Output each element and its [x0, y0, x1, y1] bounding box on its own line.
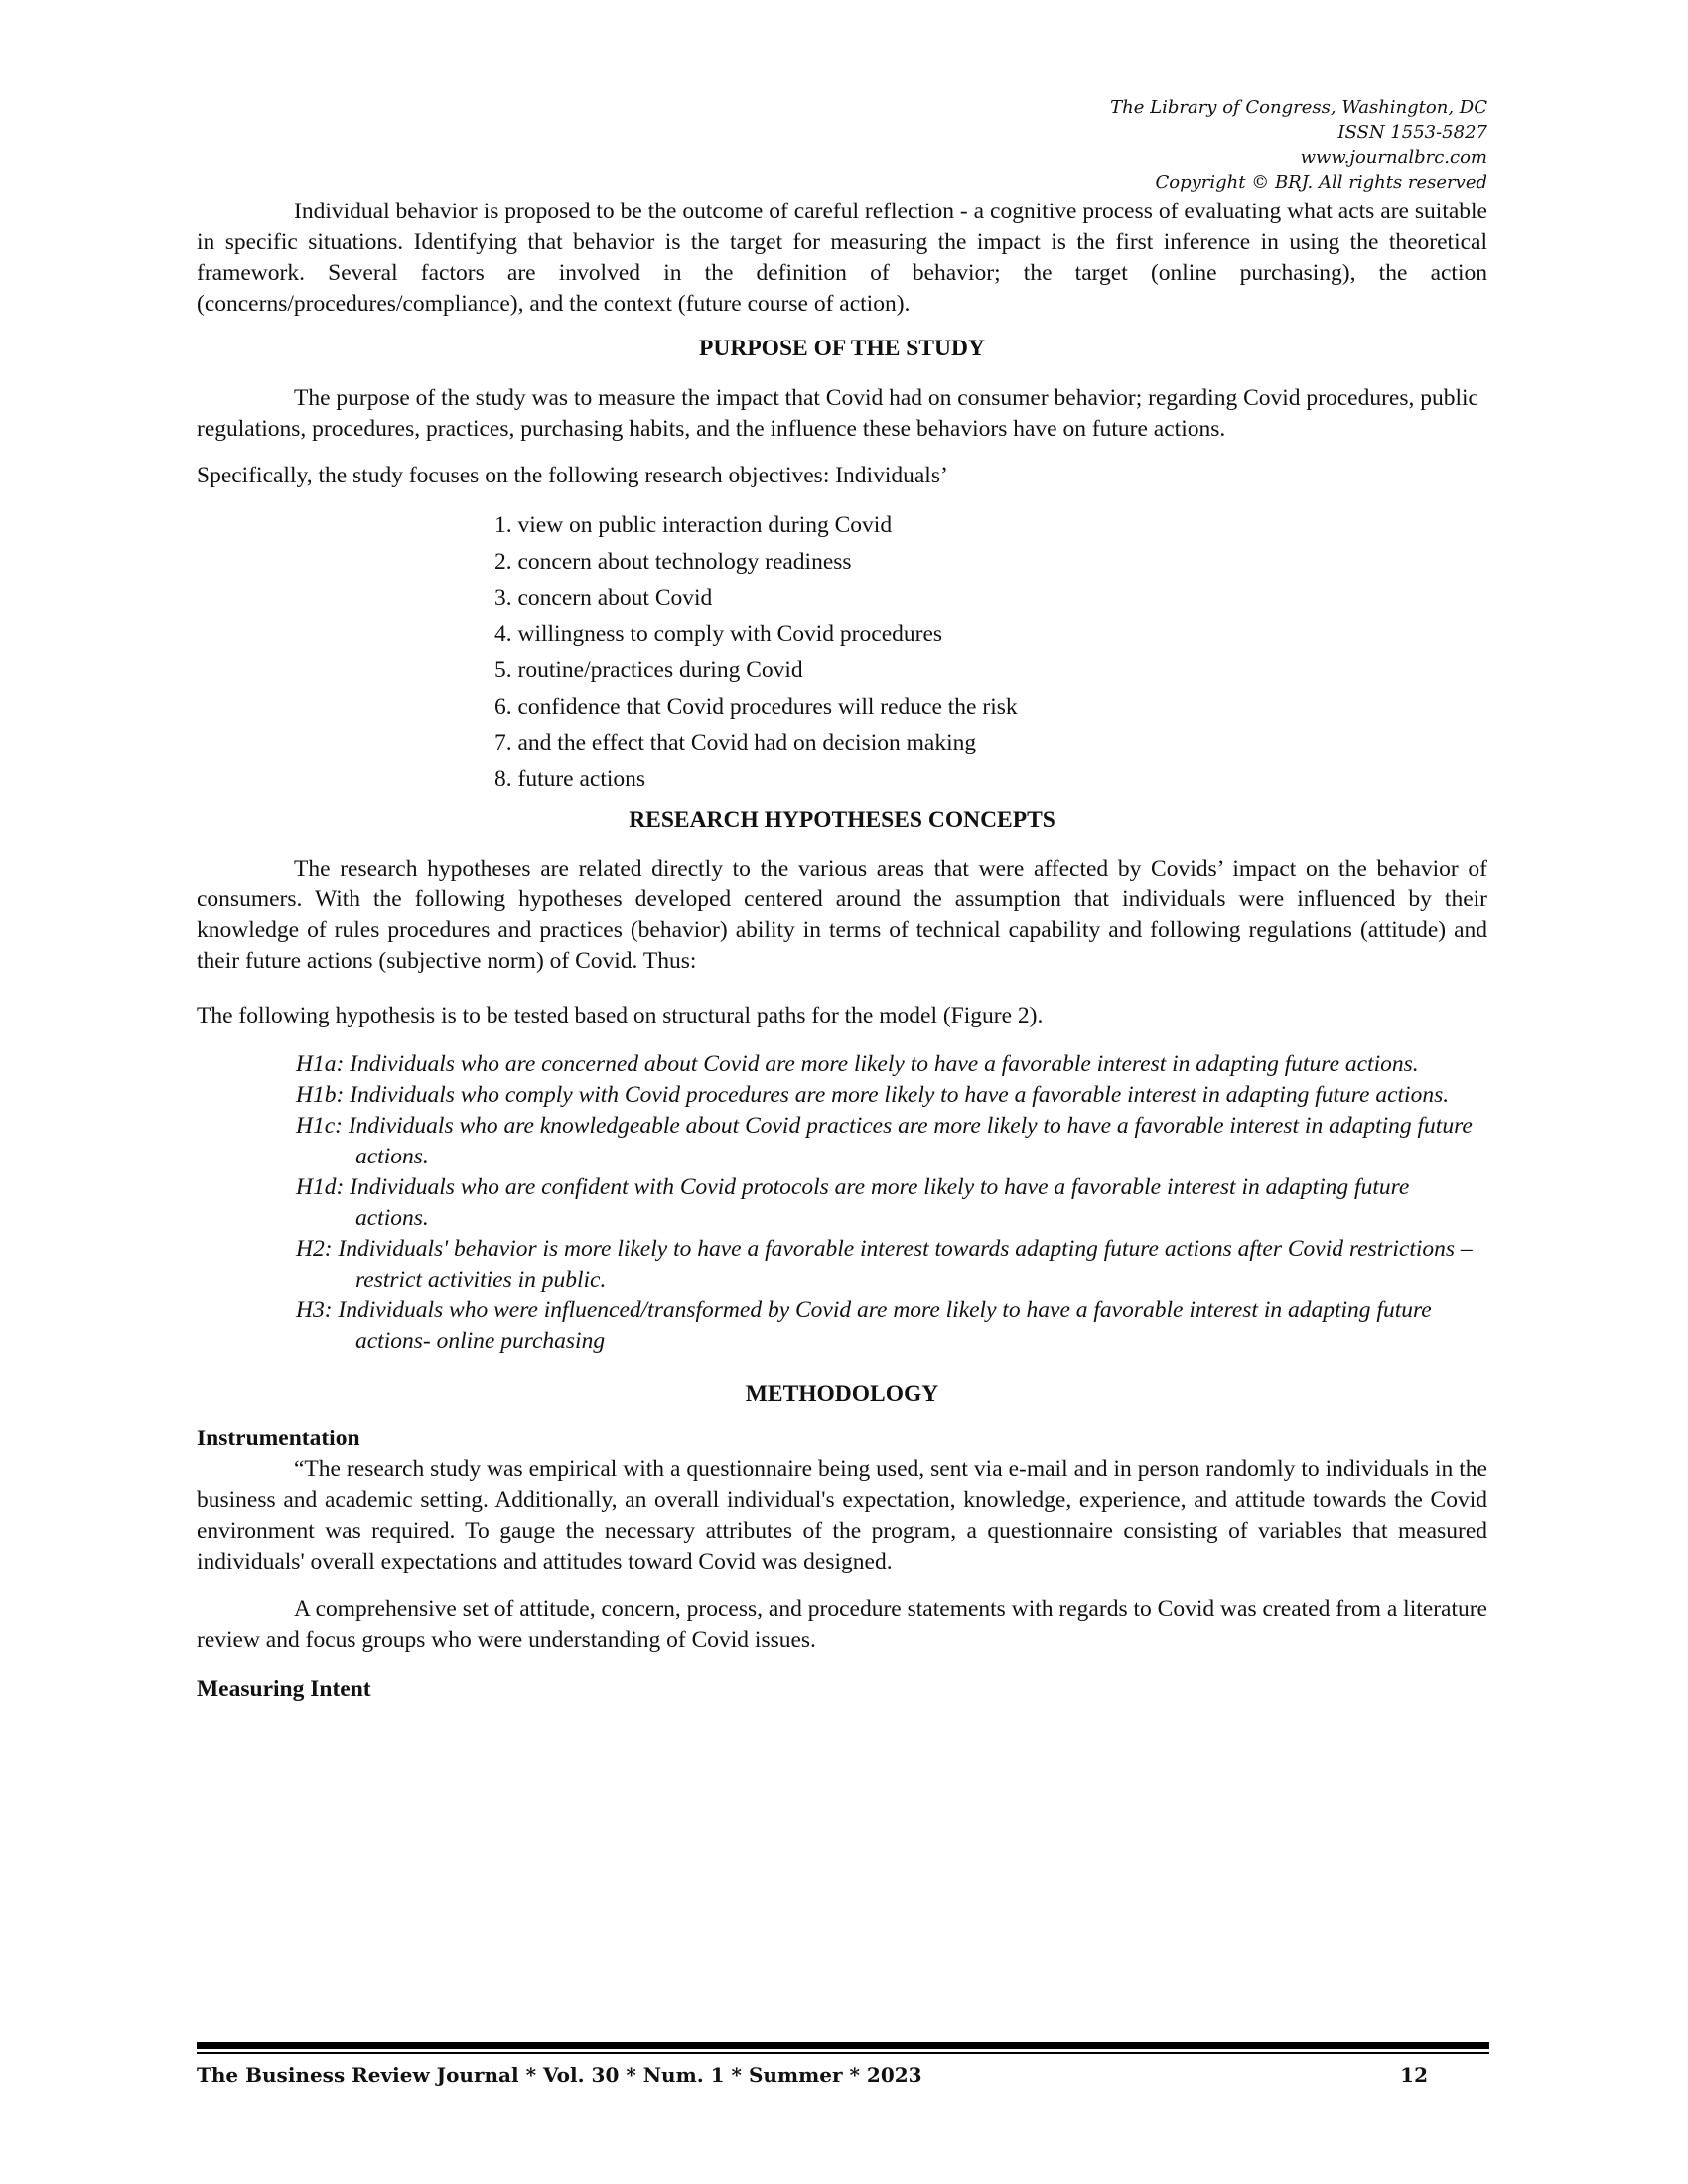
list-item: 2. concern about technology readiness — [494, 548, 852, 575]
header-line: Copyright © BRJ. All rights reserved — [1155, 172, 1487, 193]
hypothesis-h3: H3: Individuals who were influenced/transformed by Covid are more likely to have a favorable interest in adapting future actions- online purchasing — [296, 1297, 1432, 1354]
hypothesis-h2: H2: Individuals' behavior is more likely to have a favorable interest towards adapting future actions after Covid restrictions – restrict activities in public. — [296, 1236, 1473, 1293]
page-number: 12 — [1400, 2063, 1428, 2087]
list-item: 3. concern about Covid — [494, 585, 713, 611]
hypotheses-list — [197, 1049, 1487, 1357]
journal-header — [197, 95, 1487, 195]
journal-footer — [197, 2061, 1428, 2089]
header-line: www.journalbrc.com — [1300, 147, 1487, 168]
footer-rule — [197, 2042, 1489, 2049]
instrumentation-heading: Instrumentation — [197, 1426, 360, 1451]
objectives-intro: Specifically, the study focuses on the following research objectives: Individuals’ — [197, 463, 948, 488]
measuring-intent-heading: Measuring Intent — [197, 1676, 371, 1702]
footer-rule-thin — [197, 2052, 1489, 2054]
methodology-heading: METHODOLOGY — [745, 1381, 939, 1407]
page-content — [197, 95, 1487, 1705]
list-item: 4. willingness to comply with Covid procedures — [494, 620, 943, 647]
list-item: 5. routine/practices during Covid — [494, 657, 803, 683]
list-item: 1. view on public interaction during Covid — [494, 512, 893, 538]
hypotheses-heading: RESEARCH HYPOTHESES CONCEPTS — [629, 807, 1055, 833]
instrumentation-paragraph-2: A comprehensive set of attitude, concern, process, and procedure statements with regards to Covid was created from a literature review and focus groups who were understanding of Covid issues. — [197, 1596, 1487, 1653]
hypothesis-h1b: H1b: Individuals who comply with Covid procedures are more likely to have a favorable interest in adapting future actions. — [296, 1082, 1450, 1108]
list-item: 6. confidence that Covid procedures will reduce the risk — [494, 693, 1018, 720]
intro-paragraph: Individual behavior is proposed to be the outcome of careful reflection - a cognitive process of evaluating what acts are suitable in specific situations. Identifying that behavior is the target for measuring the impact is the first inference in using the theoretical framework. Several factors are involved in the definition of behavior; the target (online purchasing), the action (concerns/procedures/compliance), and the context (future course of action). — [197, 199, 1487, 317]
purpose-heading: PURPOSE OF THE STUDY — [699, 336, 985, 361]
instrumentation-paragraph-1: “The research study was empirical with a questionnaire being used, sent via e-mail and in person randomly to individuals in the business and academic setting. Additionally, an overall individual's expectation, knowledge, experience, and attitude towards the Covid environment was required. To gauge the necessary attributes of the program, a questionnaire consisting of variables that measured individuals' overall expectations and attitudes toward Covid was designed. — [197, 1456, 1487, 1574]
hypothesis-h1c: H1c: Individuals who are knowledgeable about Covid practices are more likely to have a favorable interest in adapting future actions. — [296, 1113, 1473, 1169]
hypotheses-test-sentence: The following hypothesis is to be tested based on structural paths for the model (Figure 2). — [197, 1003, 1044, 1028]
purpose-paragraph: The purpose of the study was to measure the impact that Covid had on consumer behavior; regarding Covid procedures, public regulations, procedures, practices, purchasing habits, and the influence these behaviors have on future actions. — [197, 385, 1478, 442]
list-item: 7. and the effect that Covid had on decision making — [494, 730, 977, 755]
objectives-list — [197, 507, 1487, 797]
hypotheses-paragraph: The research hypotheses are related directly to the various areas that were affected by Covids’ impact on the behavior of consumers. With the following hypotheses developed centered around the assumption that individuals were influenced by their knowledge of rules procedures and practices (behavior) ability in terms of technical capability and following regulations (attitude) and their future actions (subjective norm) of Covid. Thus: — [197, 856, 1487, 974]
header-line: The Library of Congress, Washington, DC — [1110, 97, 1487, 118]
hypothesis-h1d: H1d: Individuals who are confident with Covid protocols are more likely to have a favorable interest in adapting future actions. — [296, 1174, 1410, 1231]
hypothesis-h1a: H1a: Individuals who are concerned about Covid are more likely to have a favorable interest in adapting future actions. — [296, 1051, 1419, 1077]
list-item: 8. future actions — [494, 765, 646, 792]
footer-journal-info: The Business Review Journal * Vol. 30 * Num. 1 * Summer * 2023 — [197, 2063, 922, 2087]
header-line: ISSN 1553-5827 — [1337, 122, 1487, 143]
